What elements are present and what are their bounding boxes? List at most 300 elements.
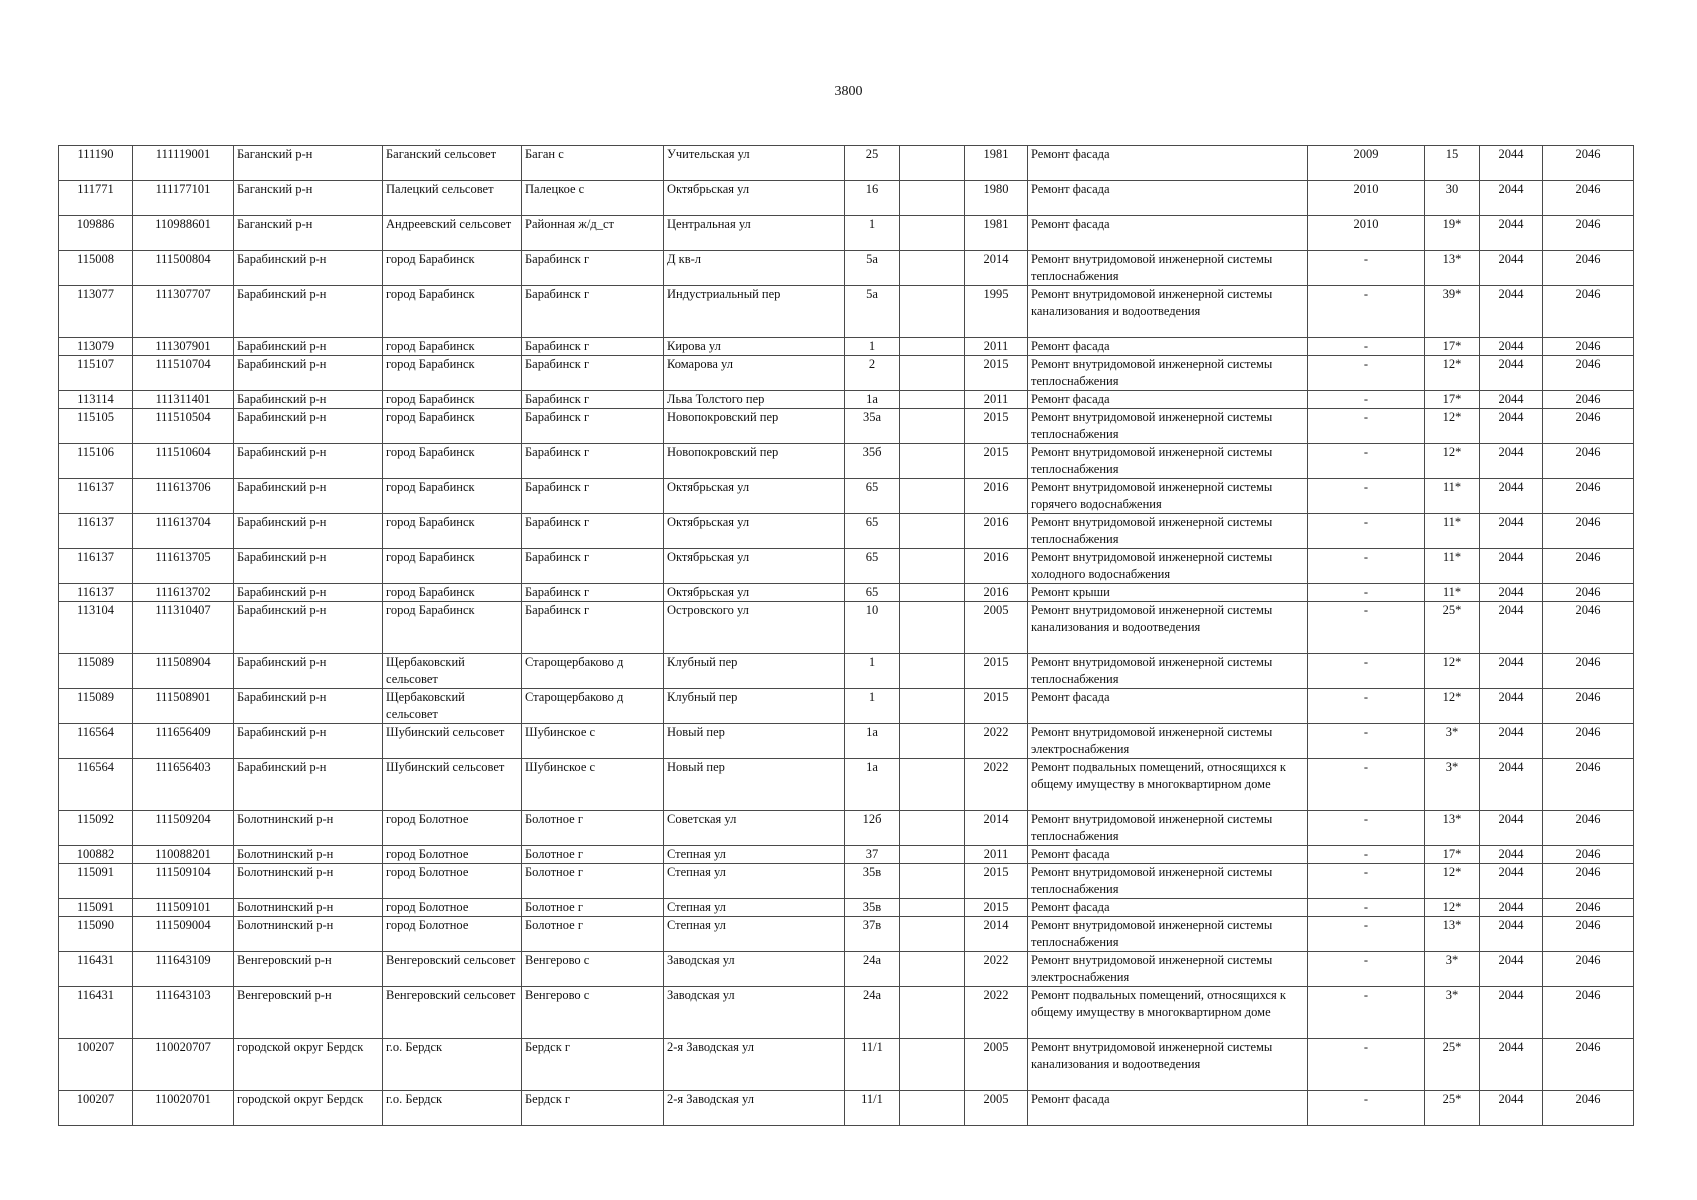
cell-work-type: Ремонт фасада <box>1028 146 1308 181</box>
cell-settlement: Барабинск г <box>522 444 664 479</box>
cell-work-type: Ремонт фасада <box>1028 216 1308 251</box>
cell-district: Барабинский р-н <box>234 584 383 602</box>
cell-build-year: 2015 <box>965 654 1028 689</box>
cell-house-id: 113079 <box>59 338 133 356</box>
cell-plan-end: 2046 <box>1543 549 1634 584</box>
cell-municipality: Венгеровский сельсовет <box>383 952 522 987</box>
cell-plan-end: 2046 <box>1543 602 1634 654</box>
cell-wear: 3* <box>1425 987 1480 1039</box>
cell-municipality: город Барабинск <box>383 391 522 409</box>
cell-blank <box>900 549 965 584</box>
cell-last-repair-year: 2010 <box>1308 181 1425 216</box>
cell-district: Барабинский р-н <box>234 338 383 356</box>
cell-municipality: г.о. Бердск <box>383 1039 522 1091</box>
cell-plan-start: 2044 <box>1480 514 1543 549</box>
cell-build-year: 2022 <box>965 987 1028 1039</box>
cell-settlement: Барабинск г <box>522 409 664 444</box>
cell-blank <box>900 689 965 724</box>
cell-settlement: Барабинск г <box>522 338 664 356</box>
cell-house-id: 115089 <box>59 689 133 724</box>
cell-house-number: 37 <box>845 846 900 864</box>
cell-house-id: 116137 <box>59 549 133 584</box>
cell-house-id: 116137 <box>59 584 133 602</box>
cell-house-number: 1а <box>845 391 900 409</box>
cell-municipality: город Барабинск <box>383 251 522 286</box>
cell-build-year: 2016 <box>965 479 1028 514</box>
cell-work-type: Ремонт внутридомовой инженерной системы канализования и водоотведения <box>1028 1039 1308 1091</box>
cell-last-repair-year: - <box>1308 899 1425 917</box>
cell-last-repair-year: - <box>1308 864 1425 899</box>
cell-house-number: 11/1 <box>845 1091 900 1126</box>
cell-build-year: 2014 <box>965 917 1028 952</box>
cell-plan-start: 2044 <box>1480 689 1543 724</box>
cell-work-type: Ремонт внутридомовой инженерной системы канализования и водоотведения <box>1028 286 1308 338</box>
cell-wear: 13* <box>1425 917 1480 952</box>
cell-district: Барабинский р-н <box>234 251 383 286</box>
cell-plan-end: 2046 <box>1543 654 1634 689</box>
table-row <box>59 952 1634 987</box>
cell-house-number: 35б <box>845 444 900 479</box>
cell-plan-start: 2044 <box>1480 479 1543 514</box>
cell-house-number: 65 <box>845 479 900 514</box>
cell-plan-end: 2046 <box>1543 811 1634 846</box>
cell-house-id: 100207 <box>59 1091 133 1126</box>
cell-plan-end: 2046 <box>1543 338 1634 356</box>
cell-plan-end: 2046 <box>1543 356 1634 391</box>
table-row <box>59 899 1634 917</box>
cell-work-type: Ремонт фасада <box>1028 899 1308 917</box>
cell-house-number: 35а <box>845 409 900 444</box>
cell-district: Барабинский р-н <box>234 409 383 444</box>
cell-plan-end: 2046 <box>1543 864 1634 899</box>
cell-street: Новый пер <box>664 759 845 811</box>
cell-municipality: Баганский сельсовет <box>383 146 522 181</box>
cell-record-id: 111307901 <box>133 338 234 356</box>
cell-district: Болотнинский р-н <box>234 899 383 917</box>
table-row <box>59 286 1634 338</box>
cell-plan-start: 2044 <box>1480 654 1543 689</box>
cell-house-number: 1а <box>845 759 900 811</box>
cell-build-year: 2015 <box>965 409 1028 444</box>
table-row <box>59 216 1634 251</box>
cell-municipality: Шубинский сельсовет <box>383 724 522 759</box>
cell-blank <box>900 987 965 1039</box>
cell-last-repair-year: - <box>1308 602 1425 654</box>
cell-street: Октябрьская ул <box>664 584 845 602</box>
cell-house-id: 115090 <box>59 917 133 952</box>
cell-street: Степная ул <box>664 846 845 864</box>
cell-street: Островского ул <box>664 602 845 654</box>
cell-street: 2-я Заводская ул <box>664 1091 845 1126</box>
cell-district: Баганский р-н <box>234 216 383 251</box>
cell-wear: 12* <box>1425 864 1480 899</box>
cell-plan-start: 2044 <box>1480 444 1543 479</box>
cell-house-number: 65 <box>845 584 900 602</box>
cell-work-type: Ремонт внутридомовой инженерной системы электроснабжения <box>1028 724 1308 759</box>
cell-municipality: город Барабинск <box>383 409 522 444</box>
cell-work-type: Ремонт внутридомовой инженерной системы горячего водоснабжения <box>1028 479 1308 514</box>
cell-house-id: 115091 <box>59 899 133 917</box>
cell-work-type: Ремонт фасада <box>1028 391 1308 409</box>
cell-house-number: 12б <box>845 811 900 846</box>
cell-wear: 12* <box>1425 444 1480 479</box>
table-row <box>59 724 1634 759</box>
cell-settlement: Шубинское с <box>522 724 664 759</box>
cell-wear: 11* <box>1425 549 1480 584</box>
table-row <box>59 181 1634 216</box>
cell-blank <box>900 846 965 864</box>
cell-house-number: 5а <box>845 286 900 338</box>
cell-street: Клубный пер <box>664 654 845 689</box>
cell-work-type: Ремонт крыши <box>1028 584 1308 602</box>
cell-last-repair-year: - <box>1308 409 1425 444</box>
cell-work-type: Ремонт внутридомовой инженерной системы теплоснабжения <box>1028 409 1308 444</box>
cell-record-id: 111177101 <box>133 181 234 216</box>
cell-house-number: 11/1 <box>845 1039 900 1091</box>
cell-wear: 15 <box>1425 146 1480 181</box>
cell-work-type: Ремонт внутридомовой инженерной системы теплоснабжения <box>1028 917 1308 952</box>
cell-record-id: 111656403 <box>133 759 234 811</box>
table-row <box>59 846 1634 864</box>
cell-house-number: 65 <box>845 549 900 584</box>
cell-last-repair-year: - <box>1308 811 1425 846</box>
cell-settlement: Болотное г <box>522 811 664 846</box>
cell-municipality: город Барабинск <box>383 479 522 514</box>
cell-settlement: Барабинск г <box>522 356 664 391</box>
cell-house-id: 116564 <box>59 759 133 811</box>
cell-record-id: 111509004 <box>133 917 234 952</box>
cell-blank <box>900 479 965 514</box>
cell-house-number: 37в <box>845 917 900 952</box>
table-row <box>59 391 1634 409</box>
cell-district: Венгеровский р-н <box>234 987 383 1039</box>
cell-street: Д кв-л <box>664 251 845 286</box>
table-row <box>59 1039 1634 1091</box>
cell-blank <box>900 181 965 216</box>
cell-build-year: 2022 <box>965 759 1028 811</box>
cell-settlement: Районная ж/д_ст <box>522 216 664 251</box>
cell-settlement: Болотное г <box>522 864 664 899</box>
cell-last-repair-year: - <box>1308 759 1425 811</box>
cell-blank <box>900 409 965 444</box>
cell-plan-start: 2044 <box>1480 286 1543 338</box>
cell-plan-start: 2044 <box>1480 338 1543 356</box>
cell-blank <box>900 759 965 811</box>
cell-settlement: Бердск г <box>522 1039 664 1091</box>
cell-last-repair-year: - <box>1308 724 1425 759</box>
cell-record-id: 110020701 <box>133 1091 234 1126</box>
cell-plan-start: 2044 <box>1480 549 1543 584</box>
cell-house-id: 116431 <box>59 987 133 1039</box>
cell-plan-start: 2044 <box>1480 759 1543 811</box>
cell-work-type: Ремонт внутридомовой инженерной системы канализования и водоотведения <box>1028 602 1308 654</box>
cell-build-year: 1981 <box>965 146 1028 181</box>
cell-plan-start: 2044 <box>1480 602 1543 654</box>
cell-house-number: 10 <box>845 602 900 654</box>
cell-street: Новопокровский пер <box>664 409 845 444</box>
table-row <box>59 356 1634 391</box>
cell-plan-end: 2046 <box>1543 1091 1634 1126</box>
cell-wear: 39* <box>1425 286 1480 338</box>
cell-municipality: Андреевский сельсовет <box>383 216 522 251</box>
cell-record-id: 111613706 <box>133 479 234 514</box>
cell-last-repair-year: - <box>1308 391 1425 409</box>
cell-plan-start: 2044 <box>1480 584 1543 602</box>
cell-record-id: 111510604 <box>133 444 234 479</box>
cell-work-type: Ремонт внутридомовой инженерной системы теплоснабжения <box>1028 864 1308 899</box>
cell-blank <box>900 286 965 338</box>
cell-wear: 13* <box>1425 251 1480 286</box>
cell-street: Индустриальный пер <box>664 286 845 338</box>
cell-settlement: Барабинск г <box>522 514 664 549</box>
cell-work-type: Ремонт внутридомовой инженерной системы теплоснабжения <box>1028 811 1308 846</box>
cell-work-type: Ремонт внутридомовой инженерной системы теплоснабжения <box>1028 251 1308 286</box>
cell-settlement: Бердск г <box>522 1091 664 1126</box>
cell-house-id: 115107 <box>59 356 133 391</box>
cell-plan-start: 2044 <box>1480 899 1543 917</box>
cell-blank <box>900 811 965 846</box>
cell-house-id: 113077 <box>59 286 133 338</box>
cell-municipality: город Барабинск <box>383 514 522 549</box>
cell-municipality: город Барабинск <box>383 549 522 584</box>
cell-settlement: Болотное г <box>522 846 664 864</box>
cell-district: Барабинский р-н <box>234 444 383 479</box>
cell-blank <box>900 356 965 391</box>
cell-last-repair-year: - <box>1308 549 1425 584</box>
cell-build-year: 2015 <box>965 899 1028 917</box>
cell-plan-start: 2044 <box>1480 216 1543 251</box>
cell-record-id: 111310407 <box>133 602 234 654</box>
cell-municipality: Палецкий сельсовет <box>383 181 522 216</box>
cell-plan-start: 2044 <box>1480 1039 1543 1091</box>
cell-street: Советская ул <box>664 811 845 846</box>
cell-last-repair-year: - <box>1308 654 1425 689</box>
cell-work-type: Ремонт фасада <box>1028 689 1308 724</box>
cell-wear: 17* <box>1425 846 1480 864</box>
table-row <box>59 409 1634 444</box>
table-row <box>59 654 1634 689</box>
cell-build-year: 1980 <box>965 181 1028 216</box>
cell-municipality: г.о. Бердск <box>383 1091 522 1126</box>
cell-street: Степная ул <box>664 864 845 899</box>
cell-record-id: 110088201 <box>133 846 234 864</box>
cell-street: Учительская ул <box>664 146 845 181</box>
cell-district: Барабинский р-н <box>234 549 383 584</box>
cell-work-type: Ремонт внутридомовой инженерной системы теплоснабжения <box>1028 654 1308 689</box>
cell-settlement: Палецкое с <box>522 181 664 216</box>
cell-work-type: Ремонт фасада <box>1028 846 1308 864</box>
cell-wear: 17* <box>1425 338 1480 356</box>
cell-build-year: 2014 <box>965 811 1028 846</box>
cell-house-number: 25 <box>845 146 900 181</box>
cell-work-type: Ремонт внутридомовой инженерной системы теплоснабжения <box>1028 444 1308 479</box>
cell-last-repair-year: - <box>1308 479 1425 514</box>
cell-record-id: 111613704 <box>133 514 234 549</box>
cell-plan-start: 2044 <box>1480 181 1543 216</box>
cell-house-number: 1 <box>845 216 900 251</box>
cell-last-repair-year: - <box>1308 584 1425 602</box>
cell-plan-end: 2046 <box>1543 251 1634 286</box>
cell-last-repair-year: - <box>1308 987 1425 1039</box>
cell-municipality: город Болотное <box>383 899 522 917</box>
cell-work-type: Ремонт внутридомовой инженерной системы электроснабжения <box>1028 952 1308 987</box>
cell-street: Октябрьская ул <box>664 479 845 514</box>
cell-wear: 12* <box>1425 409 1480 444</box>
cell-build-year: 2015 <box>965 356 1028 391</box>
cell-municipality: город Болотное <box>383 811 522 846</box>
cell-house-id: 109886 <box>59 216 133 251</box>
table-row <box>59 864 1634 899</box>
cell-district: Барабинский р-н <box>234 286 383 338</box>
cell-work-type: Ремонт фасада <box>1028 181 1308 216</box>
cell-district: Барабинский р-н <box>234 356 383 391</box>
cell-build-year: 2016 <box>965 584 1028 602</box>
cell-build-year: 2014 <box>965 251 1028 286</box>
cell-house-number: 1 <box>845 654 900 689</box>
cell-house-number: 16 <box>845 181 900 216</box>
cell-settlement: Барабинск г <box>522 479 664 514</box>
cell-wear: 12* <box>1425 689 1480 724</box>
cell-street: Заводская ул <box>664 952 845 987</box>
cell-plan-end: 2046 <box>1543 952 1634 987</box>
cell-plan-start: 2044 <box>1480 409 1543 444</box>
cell-district: Венгеровский р-н <box>234 952 383 987</box>
cell-house-id: 115008 <box>59 251 133 286</box>
cell-plan-start: 2044 <box>1480 952 1543 987</box>
cell-plan-end: 2046 <box>1543 917 1634 952</box>
cell-blank <box>900 917 965 952</box>
cell-record-id: 111500804 <box>133 251 234 286</box>
table-row <box>59 514 1634 549</box>
cell-last-repair-year: - <box>1308 286 1425 338</box>
page-number: 3800 <box>834 84 863 99</box>
cell-wear: 12* <box>1425 356 1480 391</box>
cell-plan-start: 2044 <box>1480 724 1543 759</box>
cell-house-number: 5а <box>845 251 900 286</box>
cell-house-id: 116564 <box>59 724 133 759</box>
cell-build-year: 2005 <box>965 602 1028 654</box>
cell-last-repair-year: - <box>1308 917 1425 952</box>
cell-record-id: 111643109 <box>133 952 234 987</box>
cell-wear: 19* <box>1425 216 1480 251</box>
cell-settlement: Барабинск г <box>522 251 664 286</box>
cell-district: Барабинский р-н <box>234 724 383 759</box>
cell-house-id: 116137 <box>59 514 133 549</box>
repair-schedule-table <box>58 145 1634 1126</box>
cell-house-number: 2 <box>845 356 900 391</box>
cell-plan-end: 2046 <box>1543 286 1634 338</box>
cell-record-id: 111307707 <box>133 286 234 338</box>
cell-record-id: 111613705 <box>133 549 234 584</box>
cell-municipality: Щербаковский сельсовет <box>383 689 522 724</box>
cell-blank <box>900 654 965 689</box>
cell-record-id: 111510504 <box>133 409 234 444</box>
cell-wear: 11* <box>1425 479 1480 514</box>
cell-plan-end: 2046 <box>1543 987 1634 1039</box>
cell-plan-end: 2046 <box>1543 846 1634 864</box>
cell-plan-start: 2044 <box>1480 846 1543 864</box>
cell-last-repair-year: - <box>1308 356 1425 391</box>
cell-street: Октябрьская ул <box>664 549 845 584</box>
cell-district: городской округ Бердск <box>234 1091 383 1126</box>
cell-wear: 11* <box>1425 584 1480 602</box>
cell-house-id: 115105 <box>59 409 133 444</box>
cell-municipality: Шубинский сельсовет <box>383 759 522 811</box>
cell-street: Октябрьская ул <box>664 181 845 216</box>
cell-plan-end: 2046 <box>1543 391 1634 409</box>
cell-build-year: 2015 <box>965 689 1028 724</box>
cell-blank <box>900 1091 965 1126</box>
cell-blank <box>900 899 965 917</box>
cell-house-id: 100882 <box>59 846 133 864</box>
cell-blank <box>900 584 965 602</box>
cell-record-id: 111509104 <box>133 864 234 899</box>
cell-plan-end: 2046 <box>1543 759 1634 811</box>
table-row <box>59 146 1634 181</box>
cell-house-id: 111771 <box>59 181 133 216</box>
cell-record-id: 111508901 <box>133 689 234 724</box>
cell-record-id: 111509101 <box>133 899 234 917</box>
cell-settlement: Барабинск г <box>522 286 664 338</box>
cell-build-year: 1981 <box>965 216 1028 251</box>
cell-wear: 3* <box>1425 724 1480 759</box>
cell-settlement: Шубинское с <box>522 759 664 811</box>
cell-plan-end: 2046 <box>1543 216 1634 251</box>
cell-house-id: 115089 <box>59 654 133 689</box>
cell-district: Барабинский р-н <box>234 602 383 654</box>
cell-wear: 25* <box>1425 1039 1480 1091</box>
cell-last-repair-year: - <box>1308 1091 1425 1126</box>
cell-house-number: 35в <box>845 899 900 917</box>
cell-plan-start: 2044 <box>1480 356 1543 391</box>
cell-municipality: город Болотное <box>383 864 522 899</box>
cell-settlement: Болотное г <box>522 899 664 917</box>
cell-record-id: 111613702 <box>133 584 234 602</box>
cell-house-id: 116137 <box>59 479 133 514</box>
cell-house-number: 24а <box>845 987 900 1039</box>
cell-district: Барабинский р-н <box>234 689 383 724</box>
cell-street: Степная ул <box>664 917 845 952</box>
cell-plan-start: 2044 <box>1480 391 1543 409</box>
table-row <box>59 251 1634 286</box>
cell-record-id: 111656409 <box>133 724 234 759</box>
cell-plan-end: 2046 <box>1543 899 1634 917</box>
cell-plan-start: 2044 <box>1480 811 1543 846</box>
cell-house-id: 116431 <box>59 952 133 987</box>
cell-street: Октябрьская ул <box>664 514 845 549</box>
cell-plan-start: 2044 <box>1480 987 1543 1039</box>
cell-district: городской округ Бердск <box>234 1039 383 1091</box>
cell-settlement: Барабинск г <box>522 602 664 654</box>
cell-district: Барабинский р-н <box>234 391 383 409</box>
cell-build-year: 2011 <box>965 391 1028 409</box>
cell-district: Барабинский р-н <box>234 514 383 549</box>
cell-municipality: Щербаковский сельсовет <box>383 654 522 689</box>
table-row <box>59 444 1634 479</box>
cell-build-year: 2011 <box>965 846 1028 864</box>
cell-settlement: Венгерово с <box>522 952 664 987</box>
table-row <box>59 479 1634 514</box>
cell-settlement: Баган с <box>522 146 664 181</box>
cell-street: Заводская ул <box>664 987 845 1039</box>
cell-last-repair-year: - <box>1308 1039 1425 1091</box>
cell-last-repair-year: - <box>1308 846 1425 864</box>
cell-settlement: Барабинск г <box>522 391 664 409</box>
cell-plan-end: 2046 <box>1543 689 1634 724</box>
cell-blank <box>900 1039 965 1091</box>
cell-work-type: Ремонт фасада <box>1028 338 1308 356</box>
table-row <box>59 811 1634 846</box>
